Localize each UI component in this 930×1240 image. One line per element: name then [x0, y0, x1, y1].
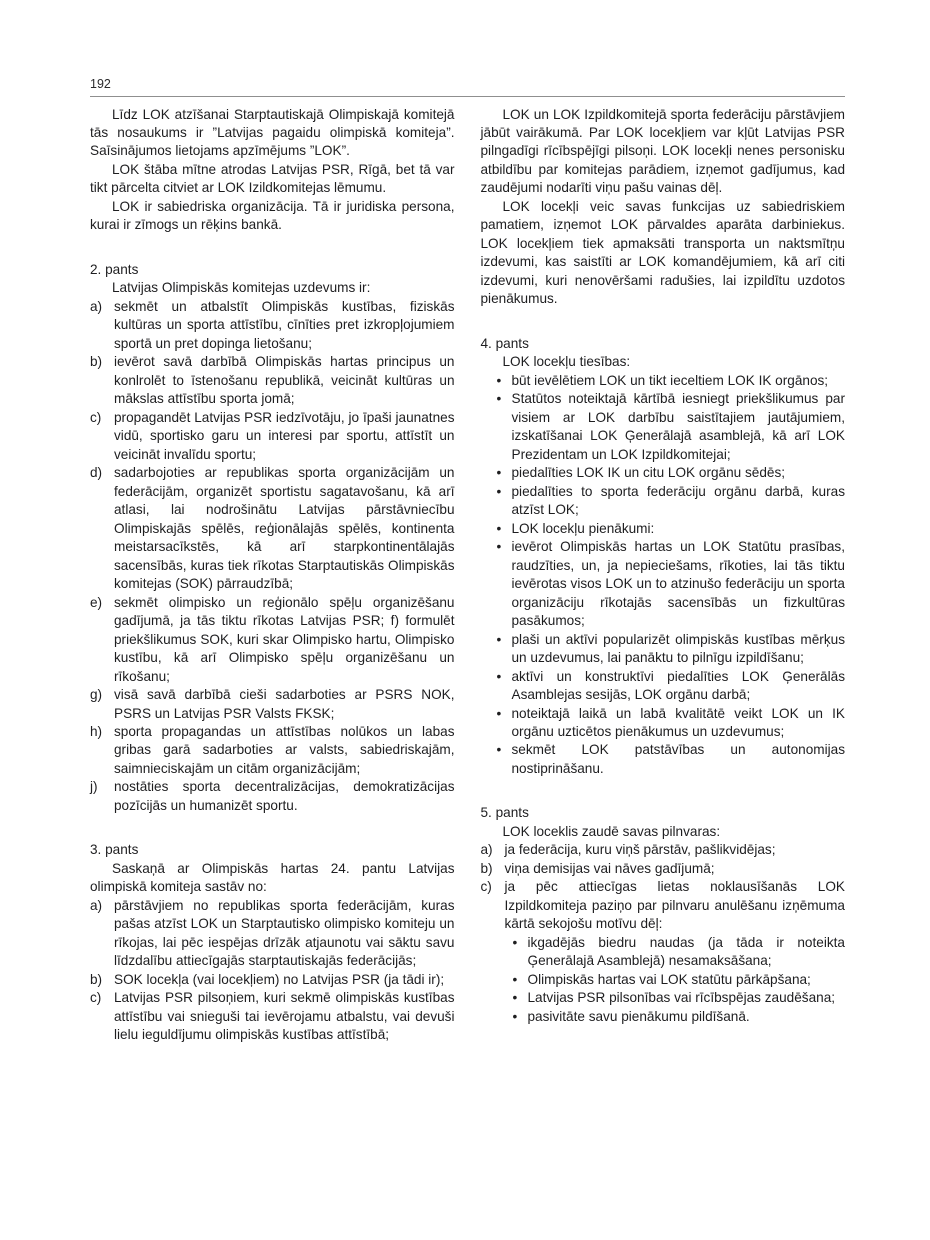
bullet-marker: •	[496, 391, 502, 407]
header-rule	[90, 96, 845, 97]
item-text: pasivitāte savu pienākumu pildīšanā.	[527, 1008, 750, 1024]
bullet-marker: •	[512, 934, 518, 950]
list-marker: d)	[90, 465, 103, 481]
item-text: sporta propagandas un attīstības nolūkos un labas gribas garā sadarboties ar valsts, sabiedriskajām, saimnieciskajām un citām organizācijām;	[114, 724, 455, 776]
item-text: propagandēt Latvijas PSR iedzīvotāju, jo īpaši jaunatnes vidū, sportisko garu un interesi par sportu, attīstīt un veicināt invalīdu sportu;	[114, 409, 455, 462]
list-marker: a)	[90, 298, 103, 314]
item-text: Latvijas PSR pilsoņiem, kuri sekmē olimpiskās kustības attīstību vai snieguši tai ievērojamu atbalstu, vai devuši lielu ieguldījumu olimpiskās kustības attīstībā;	[114, 990, 455, 1043]
list-marker: a)	[480, 842, 493, 858]
paragraph: LOK ir sabiedriska organizācija. Tā ir juridiska persona, kurai ir zīmogs un rēķins bankā.	[90, 198, 455, 233]
list-item	[90, 464, 455, 593]
left-column	[90, 106, 455, 1045]
list-item	[481, 878, 846, 933]
paragraph: LOK locekļu tiesības:	[502, 354, 631, 370]
section-heading: 5. pants	[480, 805, 529, 821]
item-text: ja federācija, kuru viņš pārstāv, pašlikvidējas;	[504, 842, 776, 858]
bullet-item	[481, 989, 846, 1007]
bullet-item	[481, 520, 846, 538]
list-marker: e)	[90, 594, 103, 610]
item-text: ievērot savā darbībā Olimpiskās hartas principus un konlrolēt to īstenošanu republikā, veicināt kultūras un mākslas attīstību sporta jomā;	[114, 354, 455, 407]
item-text: ievērot Olimpiskās hartas un LOK Statūtu prasības, raudzīties, un, ja nepieciešams, rīkoties, lai tās tiktu ievērotas visos LOK un to atzinušo federāciju un sporta organizāciju rīkotajās sacensībās un fizkultūras pasākumos;	[511, 539, 845, 629]
list-item	[90, 778, 455, 815]
item-text: Olimpiskās hartas vai LOK statūtu pārkāpšana;	[527, 971, 811, 987]
item-text: sekmēt LOK patstāvības un autonomijas nostiprināšanu.	[511, 742, 845, 776]
list-marker: b)	[90, 971, 103, 987]
page-header	[90, 78, 845, 97]
list-item	[90, 409, 455, 464]
item-text: sekmēt olimpisko un reģionālo spēļu organizēšanu gadījumā, ja tās tiktu rīkotas Latvijas PSR; f) formulēt priekšlikumus SOK, kuri skar Olimpisko hartu, Olimpisko kustību, kā arī Olimpisko spēļu organizēšanu un rīkošanu;	[114, 594, 455, 684]
bullet-item	[481, 971, 846, 989]
bullet-item	[481, 741, 846, 778]
item-text: Latvijas PSR pilsonības vai rīcībspējas zaudēšana;	[527, 990, 836, 1006]
list-item	[90, 897, 455, 971]
paragraph: Saskaņā ar Olimpiskās hartas 24. pantu Latvijas olimpiskā komiteja sastāv no:	[90, 860, 455, 895]
item-text: ikgadējās biedru naudas (ja tāda ir noteikta Ģenerālajā Asamblejā) nesamaksāšana;	[527, 934, 845, 969]
list-item	[90, 686, 455, 723]
list-item	[90, 989, 455, 1044]
bullet-marker: •	[496, 631, 502, 647]
bullet-item	[481, 372, 846, 390]
paragraph: Latvijas Olimpiskās komitejas uzdevums ir:	[112, 280, 371, 296]
bullet-item	[481, 464, 846, 482]
bullet-item	[481, 631, 846, 668]
item-text: SOK locekļa (vai locekļiem) no Latvijas PSR (ja tādi ir);	[114, 971, 445, 987]
item-text: aktīvi un konstruktīvi piedalīties LOK Ģenerālās Asamblejas sesijās, LOK orgānu darbā;	[511, 668, 845, 703]
paragraph: LOK loceklis zaudē savas pilnvaras:	[502, 823, 721, 839]
item-text: visā savā darbībā cieši sadarboties ar PSRS NOK, PSRS un Latvijas PSR Valsts FKSK;	[114, 687, 455, 721]
bullet-marker: •	[496, 372, 502, 388]
bullet-item	[481, 1008, 846, 1026]
item-text: LOK locekļu pienākumi:	[511, 520, 655, 536]
item-text: ja pēc attiecīgas lietas noklausīšanās LOK Izpildkomiteja paziņo par pilnvaru anulēšanu izņēmuma kārtā sekojošu motīvu dēļ:	[504, 879, 845, 932]
bullet-marker: •	[496, 483, 502, 499]
bullet-marker: •	[512, 990, 518, 1006]
section-heading: 4. pants	[480, 335, 529, 351]
list-marker: c)	[90, 409, 102, 425]
list-marker: h)	[90, 724, 103, 739]
list-item	[90, 298, 455, 353]
list-marker: j)	[90, 779, 98, 795]
item-text: nostāties sporta decentralizācijas, demokratizācijas pozīcijās un humanizēt sportu.	[114, 779, 455, 813]
bullet-marker: •	[512, 971, 518, 987]
list-item	[90, 594, 455, 686]
bullet-marker: •	[496, 520, 502, 536]
section-heading: 3. pants	[90, 842, 139, 858]
bullet-marker: •	[496, 539, 502, 555]
bullet-marker: •	[512, 1008, 518, 1024]
paragraph: Līdz LOK atzīšanai Starptautiskajā Olimpiskajā komitejā tās nosaukums ir ”Latvijas pagaidu olimpiskā komiteja”. Saīsinājumos lietojams apzīmējums ”LOK”.	[90, 106, 455, 159]
list-item	[90, 971, 455, 989]
list-marker: a)	[90, 897, 103, 913]
bullet-item	[481, 705, 846, 742]
bullet-marker: •	[496, 465, 502, 481]
item-text: piedalīties LOK IK un citu LOK orgānu sēdēs;	[511, 465, 786, 481]
bullet-item	[481, 934, 846, 971]
bullet-marker: •	[496, 742, 502, 758]
page-number: 192	[90, 77, 111, 91]
paragraph: LOK štāba mītne atrodas Latvijas PSR, Rīgā, bet tā var tikt pārcelta citviet ar LOK Izildkomitejas lēmumu.	[90, 161, 455, 196]
section-heading: 2. pants	[90, 261, 139, 277]
list-item	[90, 353, 455, 408]
paragraph: LOK locekļi veic savas funkcijas uz sabiedriskiem pamatiem, izņemot LOK pārvaldes aparāta darbiniekus. LOK locekļiem tiek apmaksāti transporta un naktsmītņu izdevumi, kas saistīti ar LOK komandējumiem, kā arī citi izdevumi, kuri nenovēršami radušies, lai izpildītu uzdotos pienākumus.	[480, 198, 845, 307]
list-marker: b)	[90, 354, 103, 370]
paragraph: LOK un LOK Izpildkomitejā sporta federāciju pārstāvjiem jābūt vairākumā. Par LOK locekļiem var kļūt Latvijas PSR pilngadīgi rīcībspējīgi pilsoņi. LOK locekļi nenes personisku atbildību par komitejas parādiem, izņemot gadījumus, kad zaudējumi nodarīti viņu pašu vainas dēļ.	[480, 106, 845, 196]
item-text: noteiktajā laikā un labā kvalitātē veikt LOK un IK orgānu uzticētos pienākumus un uzdevumus;	[511, 705, 845, 739]
item-text: plaši un aktīvi popularizēt olimpiskās kustības mērķus un uzdevumus, lai panāktu to pilnīgu izpildīšanu;	[511, 631, 845, 666]
item-text: sadarbojoties ar republikas sporta organizācijām un federācijām, organizēt sportistu sagatavošanu, kā arī atlasi, lai nodrošinātu Latvijas pārstāvniecību Olimpiskajās spēlēs, reģionālajās spēlēs, kontinenta meistarsacīkstēs, kā arī starpkontinentālajās sacensībās, kuras tiek rīkotas Starptautiskās Olimpiskās komitejas (SOK) pārraudzībā;	[114, 465, 455, 592]
list-item	[481, 841, 846, 859]
list-marker: c)	[480, 879, 492, 895]
bullet-marker: •	[496, 705, 502, 721]
right-column	[481, 106, 846, 1027]
bullet-item	[481, 483, 846, 520]
bullet-marker: •	[496, 668, 502, 684]
list-item	[481, 860, 846, 878]
list-marker: g)	[90, 687, 103, 703]
item-text: sekmēt un atbalstīt Olimpiskās kustības, fiziskās kultūras un sporta attīstību, cīnīties pret izkropļojumiem sportā un pret dopinga lietošanu;	[114, 298, 455, 351]
two-column-layout	[90, 106, 845, 1045]
list-item	[90, 723, 455, 778]
item-text: viņa demisijas vai nāves gadījumā;	[504, 860, 715, 876]
bullet-item	[481, 390, 846, 464]
item-text: Statūtos noteiktajā kārtībā iesniegt priekšlikumus par visiem ar LOK darbību saistītajiem jautājumiem, izskatīšanai LOK Ģenerālajā asamblejā, kā arī LOK Prezidentam un LOK Izpildkomitejai;	[511, 391, 845, 462]
list-marker: b)	[480, 860, 493, 876]
bullet-item	[481, 668, 846, 705]
list-marker: c)	[90, 990, 102, 1006]
item-text: būt ievēlētiem LOK un tikt ieceltiem LOK IK orgānos;	[511, 372, 829, 388]
item-text: piedalīties to sporta federāciju orgānu darbā, kuras atzīst LOK;	[511, 483, 845, 518]
bullet-item	[481, 538, 846, 630]
item-text: pārstāvjiem no republikas sporta federācijām, kuras pašas atzīst LOK un Starptautisko olimpisko komiteju un rīkojas, lai pēc iespējas drīzāk atjaunotu vai sāktu savu līdzdalību attiecīgajās starptautiskajās federācijās;	[114, 897, 455, 969]
